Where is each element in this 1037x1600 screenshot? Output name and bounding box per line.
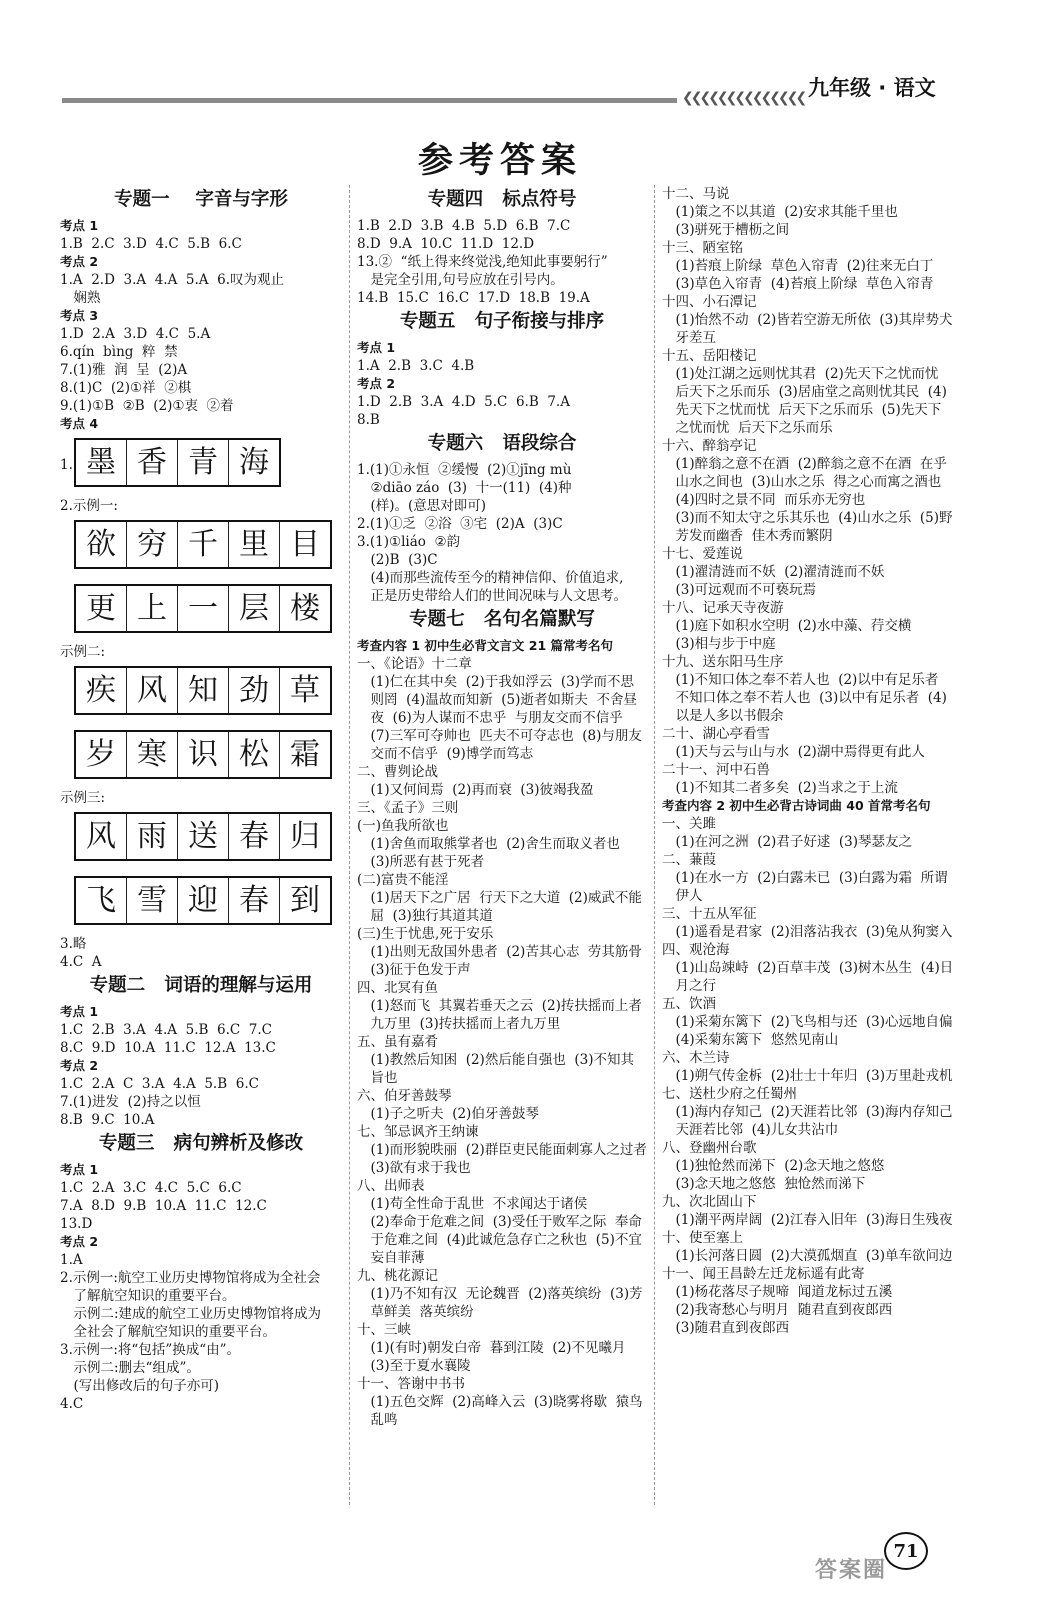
answer-line: 了解航空知识的重要平台。	[73, 1288, 236, 1304]
answer-line: (1)潮平两岸阔 (2)江春入旧年 (3)海日生残夜	[675, 1212, 953, 1228]
answer-line: 十九、送东阳马生序	[662, 654, 784, 670]
character-grid-row	[60, 515, 342, 579]
character-cell: 霜	[290, 736, 320, 772]
answer-line: 1.A 2.D 3.A 4.A 5.A 6.叹为观止	[60, 272, 285, 288]
answer-line: (1)山岛竦峙 (2)百草丰茂 (3)树木丛生 (4)日月之行	[675, 960, 954, 994]
answer-line: 七、邹忌讽齐王纳谏	[357, 1124, 479, 1140]
section-heading: 专题六 语段综合	[427, 433, 577, 454]
character-cell: 松	[229, 732, 280, 777]
character-cell: 一	[178, 586, 229, 631]
answer-line: (1)又何间焉 (2)再而衰 (3)彼竭我盈	[370, 782, 594, 798]
character-cell: 疾	[76, 668, 127, 713]
character-grid-row	[60, 579, 342, 643]
character-cell: 到	[290, 882, 320, 918]
character-cell: 送	[178, 814, 229, 859]
answer-line: (1)天与云与山与水 (2)湖中焉得更有此人	[675, 744, 925, 760]
answer-line: (1)海内存知己 (2)天涯若比邻 (3)海内存知己 天涯若比邻 (4)儿女共沾巾	[675, 1104, 962, 1138]
answer-line: (3)骈死于槽枥之间	[675, 222, 790, 238]
answer-line: 8.B	[357, 412, 380, 428]
header-chevron-decoration: ❮❮❮❮❮❮❮❮❮❮❮❮❮❮	[682, 90, 805, 106]
answer-line: (1)不知口体之奉不若人也 (2)以中有足乐者 不知口体之奉不若人也 (3)以中有足乐者 (4)以是人多以书假余	[675, 672, 947, 724]
answer-line: 7.(1)雅 润 呈 (2)A	[60, 362, 188, 378]
answer-line: 三、《孟子》三则	[357, 800, 459, 816]
answer-line: (1)五色交辉 (2)高峰入云 (3)晓雾将歇 猿鸟乱鸣	[370, 1394, 643, 1428]
answer-line: 4.C	[60, 1396, 84, 1412]
answer-line: 六、木兰诗	[662, 1050, 730, 1066]
answer-line: (1)策之不以其道 (2)安求其能千里也	[675, 204, 898, 220]
answer-line: (1)处江湖之远则忧其君 (2)先天下之忧而忧 后天下之乐而乐 (3)居庙堂之高则忧其民 (4)先天下之忧而忧 后天下之乐而乐 (5)先天下之忧而忧 后天下之乐而乐	[675, 366, 947, 436]
page-number: 71	[884, 1532, 928, 1570]
answer-line: 十、三峡	[357, 1322, 411, 1338]
character-cell: 穷	[127, 522, 178, 567]
answer-line: 五、饮酒	[662, 996, 716, 1012]
subsection-label: 考点 2	[60, 254, 99, 269]
answer-line: 二、蒹葭	[662, 852, 716, 868]
character-grid-row	[60, 725, 342, 789]
answer-line: 九、桃花源记	[357, 1268, 438, 1284]
answer-line: 十八、记承天寺夜游	[662, 600, 784, 616]
column-divider	[349, 185, 350, 1505]
character-cell: 风	[127, 668, 178, 713]
answer-line: 示例二:删去“组成”。	[73, 1360, 200, 1376]
answer-line: 1.A	[60, 1252, 83, 1268]
character-cell: 岁	[76, 732, 127, 777]
answer-line: 十一、答谢中书书	[357, 1376, 465, 1392]
character-cell: 雨	[127, 814, 178, 859]
subsection-label: 考查内容 2 初中生必背古诗词曲 40 首常考名句	[662, 798, 931, 813]
answer-line: (1)苔痕上阶绿 草色入帘青 (2)往来无白丁 (3)草色入帘青 (4)苔痕上阶绿 草色入帘青	[675, 258, 943, 292]
answer-line: (1)醉翁之意不在酒 (2)醉翁之意不在酒 在乎山水之间也 (3)山水之乐 得之心而寓之酒也 (4)四时之景不同 而乐亦无穷也	[675, 456, 950, 508]
answer-line: 1.(1)①永恒 ②缓慢 (2)①jīng mù	[357, 462, 572, 478]
answer-line: (1)苟全性命于乱世 不求闻达于诸侯	[370, 1196, 588, 1212]
answer-line: 9.(1)①B ②B (2)①衷 ②着	[60, 398, 234, 414]
character-cell: 千	[178, 522, 229, 567]
character-cell: 寒	[127, 732, 178, 777]
character-cell: 迎	[178, 878, 229, 923]
answer-line: 7.(1)进发 (2)持之以恒	[60, 1094, 201, 1110]
answer-line: 2.(1)①乏 ②浴 ③宅 (2)A (3)C	[357, 516, 563, 532]
column-divider	[654, 185, 655, 1505]
answer-line: (3)念天地之悠悠 独怆然而涕下	[675, 1176, 866, 1192]
answer-line: 一、《论语》十二章	[357, 656, 472, 672]
answer-line: 1.B 2.C 3.D 4.C 5.B 6.C	[60, 236, 242, 252]
answer-line: (1)独怆然而涕下 (2)念天地之悠悠	[675, 1158, 885, 1174]
answer-line: (1)濯清涟而不妖 (2)濯清涟而不妖	[675, 564, 885, 580]
character-grid	[74, 438, 281, 487]
answer-line: (1)杨花落尽子规啼 闻道龙标过五溪	[675, 1284, 893, 1300]
answer-line: (1)朔气传金柝 (2)壮士十年归 (3)万里赴戎机	[675, 1068, 953, 1084]
answer-line: 六、伯牙善鼓琴	[357, 1088, 452, 1104]
answer-line: 1.A 2.B 3.C 4.B	[357, 358, 475, 374]
answer-line: 八、出师表	[357, 1178, 425, 1194]
character-cell: 海	[239, 444, 269, 480]
answer-line: 示例二:建成的航空工业历史博物馆将成为	[73, 1306, 322, 1322]
answer-line: 一、关雎	[662, 816, 716, 832]
answer-line: (1)仁在其中矣 (2)于我如浮云 (3)学而不思则罔 (4)温故而知新 (5)逝者如斯夫 不舍昼夜 (6)为人谋而不忠乎 与朋友交而不信乎 (7)三军可夺帅也 匹夫不可夺志也 (8)与朋友交而不信乎 (9)博学而笃志	[370, 674, 642, 762]
answer-line: 示例三:	[60, 790, 106, 806]
answer-line: (1)而形貌昳丽 (2)群臣吏民能面刺寡人之过者 (3)欲有求于我也	[370, 1142, 656, 1176]
answer-line: 二十一、河中石兽	[662, 762, 770, 778]
header-rule	[62, 98, 677, 103]
answer-line: 正是历史带给人们的世间况味与人文思考。	[370, 588, 627, 604]
answer-line: 1.C 2.A C 3.A 4.A 5.B 6.C	[60, 1076, 259, 1092]
character-cell: 里	[229, 522, 280, 567]
character-cell: 雪	[127, 878, 178, 923]
answer-line: (2)我寄愁心与明月 随君直到夜郎西	[675, 1302, 893, 1318]
section-heading: 专题二 词语的理解与运用	[89, 975, 313, 996]
character-cell: 飞	[76, 878, 127, 923]
subsection-label: 考点 3	[60, 308, 99, 323]
answer-line: 13.② “纸上得来终觉浅,绝知此事要躬行”	[357, 254, 608, 270]
answer-line: 8.B 9.C 10.A	[60, 1112, 155, 1128]
answer-line: (1)不知其二者多矣 (2)当求之于上流	[675, 780, 898, 796]
answer-line: (一)鱼我所欲也	[357, 818, 449, 834]
answer-line: 1.D 2.B 3.A 4.D 5.C 6.B 7.A	[357, 394, 570, 410]
character-cell: 风	[76, 814, 127, 859]
answer-line: 九、次北固山下	[662, 1194, 757, 1210]
character-grid	[74, 584, 332, 633]
answer-line: 3.(1)①liáo ②韵	[357, 534, 461, 550]
character-cell: 春	[229, 814, 280, 859]
answer-line: 二、曹刿论战	[357, 764, 438, 780]
section-heading: 专题五 句子衔接与排序	[399, 311, 605, 332]
character-cell: 劲	[229, 668, 280, 713]
answer-line: 娴熟	[73, 290, 101, 306]
answer-line: (4)而那些流传至今的精神信仰、价值追求,	[370, 570, 624, 586]
answer-line: 十三、陋室铭	[662, 240, 743, 256]
character-cell: 草	[290, 672, 320, 708]
character-grid	[74, 666, 332, 715]
answer-line: (1)教然后知困 (2)然后能自强也 (3)不知其旨也	[370, 1052, 635, 1086]
subsection-label: 考点 1	[60, 1004, 99, 1019]
answer-line: 8.C 9.D 10.A 11.C 12.A 13.C	[60, 1040, 276, 1056]
subsection-label: 考点 1	[60, 218, 99, 233]
subsection-label: 考点 2	[60, 1234, 99, 1249]
answer-line: (1)怒而飞 其翼若垂天之云 (2)抟扶摇而上者九万里 (3)抟扶摇而上者九万里	[370, 998, 642, 1032]
character-cell: 识	[178, 732, 229, 777]
answer-line: (1)怡然不动 (2)皆若空游无所依 (3)其岸势犬牙差互	[675, 312, 953, 346]
answer-line: 二十、湖心亭看雪	[662, 726, 770, 742]
character-grid	[74, 812, 332, 861]
answer-line: 十四、小石潭记	[662, 294, 757, 310]
answer-line: 示例二:	[60, 644, 106, 660]
subsection-label: 考查内容 1 初中生必背文言文 21 篇常考名句	[357, 638, 614, 653]
character-cell: 更	[76, 586, 127, 631]
question-number: 1.	[60, 457, 73, 473]
answer-line: 3.略	[60, 936, 87, 952]
watermark-logo: 答案圈	[815, 1558, 888, 1583]
answer-line: 4.C A	[60, 954, 102, 970]
answer-line: (样)。(意思对即可)	[370, 498, 487, 514]
answer-line: 8.D 9.A 10.C 11.D 12.D	[357, 236, 535, 252]
answer-line: (1)舍鱼而取熊掌者也 (2)舍生而取义者也 (3)所恶有甚于死者	[370, 836, 629, 870]
answer-line: (2)B (3)C	[370, 552, 438, 568]
answer-line: 八、登幽州台歌	[662, 1140, 757, 1156]
section-heading: 专题四 标点符号	[427, 189, 577, 210]
answer-line: 2.示例一:	[60, 498, 118, 514]
answer-line: 十五、岳阳楼记	[662, 348, 757, 364]
answer-line: 1.C 2.B 3.A 4.A 5.B 6.C 7.C	[60, 1022, 272, 1038]
character-grid	[74, 876, 332, 925]
answer-line: 三、十五从军征	[662, 906, 757, 922]
answer-line: (3)相与步于中庭	[675, 636, 776, 652]
subsection-label: 考点 2	[60, 1058, 99, 1073]
answer-line: (写出修改后的句子亦可)	[73, 1378, 220, 1394]
answer-line: (1)长河落日圆 (2)大漠孤烟直 (3)单车欲问边	[675, 1248, 953, 1264]
answer-line: (1)居天下之广居 行天下之大道 (2)威武不能屈 (3)独行其道其道	[370, 890, 642, 924]
answer-line: 7.A 8.D 9.B 10.A 11.C 12.C	[60, 1198, 267, 1214]
subsection-label: 考点 4	[60, 416, 99, 431]
answer-line: (3)随君直到夜郎西	[675, 1320, 790, 1336]
answer-line: 13.D	[60, 1216, 93, 1232]
answer-line: (2)奉命于危难之间 (3)受任于败军之际 奉命于危难之间 (4)此诚危急存亡之秋也 (5)不宜妄自菲薄	[370, 1214, 642, 1266]
answer-line: 全社会了解航空知识的重要平台。	[73, 1324, 276, 1340]
character-grid-row	[60, 661, 342, 725]
character-cell: 目	[290, 526, 320, 562]
answer-line: 1.B 2.D 3.B 4.B 5.D 6.B 7.C	[357, 218, 571, 234]
subsection-label: 考点 2	[357, 376, 396, 391]
character-grid-row	[60, 871, 342, 935]
answer-line: 七、送杜少府之任蜀州	[662, 1086, 797, 1102]
character-grid-row	[60, 433, 342, 497]
answer-line: 14.B 15.C 16.C 17.D 18.B 19.A	[357, 290, 590, 306]
answer-column-1	[60, 185, 342, 1413]
answer-line: (1)在河之洲 (2)君子好逑 (3)琴瑟友之	[675, 834, 913, 850]
subsection-label: 考点 1	[60, 1162, 99, 1177]
answer-line: (1)出则无敌国外患者 (2)苦其心志 劳其筋骨 (3)征于色发于声	[370, 944, 651, 978]
section-heading: 专题七 名句名篇默写	[409, 609, 595, 630]
character-grid-row	[60, 807, 342, 871]
answer-column-3	[662, 185, 962, 1337]
answer-line: (1)(有时)朝发白帝 暮到江陵 (2)不见曦月 (3)至于夏水襄陵	[370, 1340, 635, 1374]
character-cell: 青	[178, 440, 229, 485]
answer-line: 是完全引用,句号应放在引号内。	[370, 272, 564, 288]
answer-line: 1.D 2.A 3.D 4.C 5.A	[60, 326, 211, 342]
answer-line: (1)子之听夫 (2)伯牙善鼓琴	[370, 1106, 539, 1122]
section-heading: 专题三 病句辨析及修改	[98, 1133, 304, 1154]
answer-line: 十、使至塞上	[662, 1230, 743, 1246]
answer-line: 十二、马说	[662, 186, 730, 202]
answer-line: (1)庭下如积水空明 (2)水中藻、荇交横	[675, 618, 912, 634]
answer-line: 五、虽有嘉肴	[357, 1034, 438, 1050]
answer-line: (1)采菊东篱下 (2)飞鸟相与还 (3)心远地自偏 (4)采菊东篱下 悠然见南山	[675, 1014, 962, 1048]
answer-line: (1)遥看是君家 (2)泪落沾我衣 (3)兔从狗窦入	[675, 924, 953, 940]
answer-line: 四、观沧海	[662, 942, 730, 958]
answer-line: (3)可远观而不可亵玩焉	[675, 582, 817, 598]
answer-line: (3)而不知太守之乐其乐也 (4)山水之乐 (5)野芳发而幽香 佳木秀而繁阴	[675, 510, 953, 544]
answer-line: 6.qín bìng 粹 禁	[60, 344, 178, 360]
answer-line: (1)在水一方 (2)白露未已 (3)白露为霜 所谓伊人	[675, 870, 948, 904]
answer-line: 3.示例一:将“包括”换成“由”。	[60, 1342, 241, 1358]
page-title: 参考答案	[417, 141, 582, 181]
character-cell: 香	[127, 440, 178, 485]
answer-line: 十六、醉翁亭记	[662, 438, 757, 454]
character-cell: 知	[178, 668, 229, 713]
answer-line: 2.示例一:航空工业历史博物馆将成为全社会	[60, 1270, 321, 1286]
answer-column-2	[357, 185, 656, 1429]
character-cell: 欲	[76, 522, 127, 567]
character-cell: 墨	[76, 440, 127, 485]
answer-line: 十一、闻王昌龄左迁龙标遥有此寄	[662, 1266, 865, 1282]
character-cell: 楼	[290, 590, 320, 626]
character-cell: 层	[229, 586, 280, 631]
header-grade-subject: 九年级 · 语文	[808, 76, 936, 100]
answer-line: 8.(1)C (2)①祥 ②棋	[60, 380, 192, 396]
character-cell: 上	[127, 586, 178, 631]
answer-line: (三)生于忧患,死于安乐	[357, 926, 494, 942]
answer-line: 十七、爱莲说	[662, 546, 743, 562]
answer-line: (二)富贵不能淫	[357, 872, 449, 888]
answer-line: (1)乃不知有汉 无论魏晋 (2)落英缤纷 (3)芳草鲜美 落英缤纷	[370, 1286, 643, 1320]
answer-line: ②diāo záo (3) 十一(11) (4)种	[370, 480, 572, 496]
character-grid	[74, 520, 332, 569]
character-cell: 归	[290, 818, 320, 854]
character-cell: 春	[229, 878, 280, 923]
section-heading: 专题一 字音与字形	[114, 189, 288, 210]
answer-line: 1.C 2.A 3.C 4.C 5.C 6.C	[60, 1180, 242, 1196]
character-grid	[74, 730, 332, 779]
subsection-label: 考点 1	[357, 340, 396, 355]
answer-line: 四、北冥有鱼	[357, 980, 438, 996]
